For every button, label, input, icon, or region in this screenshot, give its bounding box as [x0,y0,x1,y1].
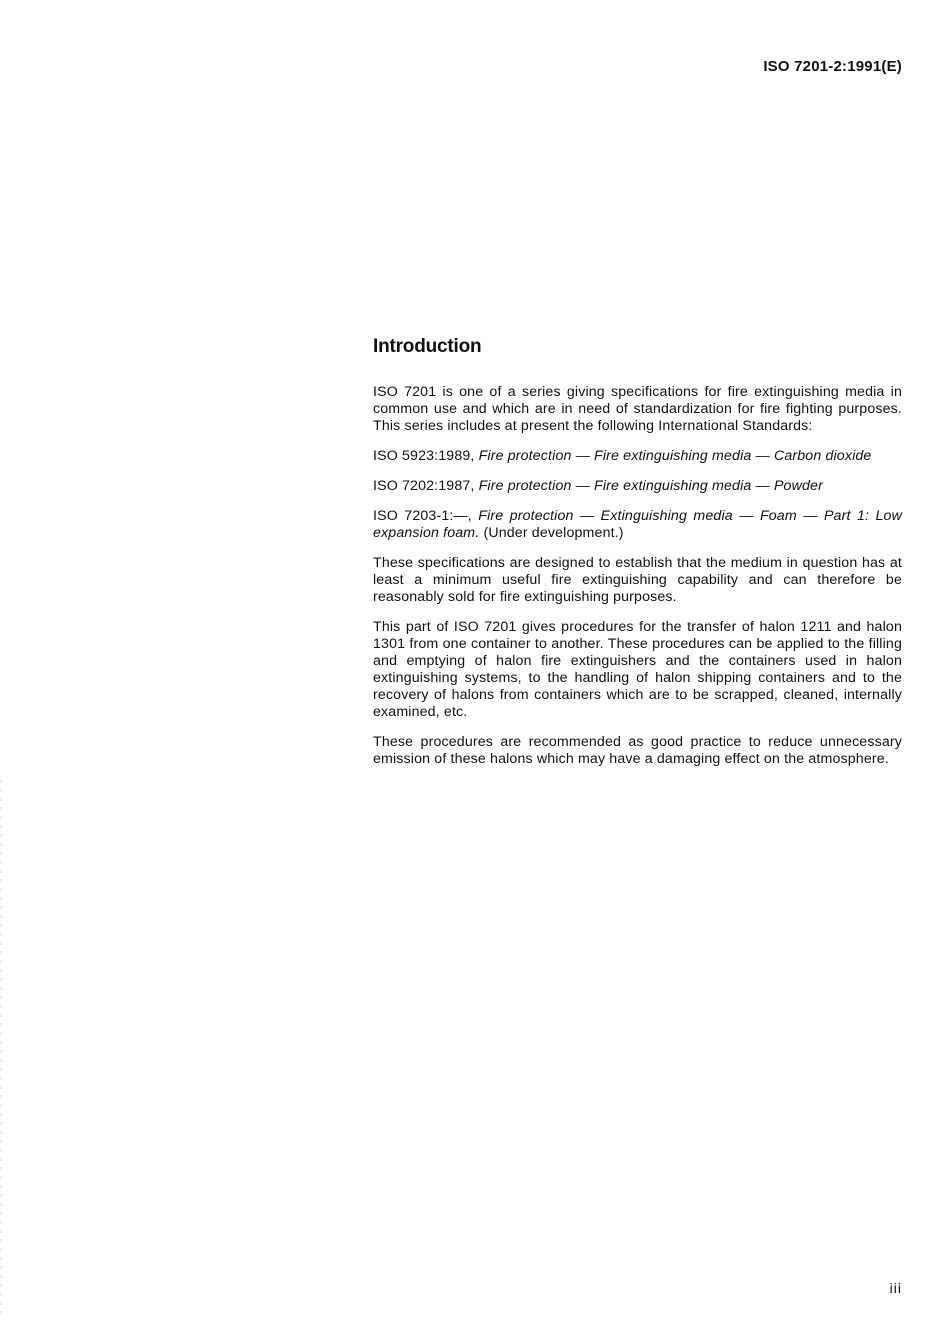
reference-title: Fire protection — Fire extinguishing media — Carbon dioxide [478,448,872,464]
reference-iso-5923 [373,448,902,465]
page-number: iii [889,1280,902,1296]
recommendation-paragraph: These procedures are recommended as good practice to reduce unnecessary emission of these halons which may have a damaging effect on the atmosphere. [373,734,902,767]
procedures-paragraph: This part of ISO 7201 gives procedures for the transfer of halon 1211 and halon 1301 from one container to another. These procedures can be applied to the filling and emptying of halon fire extinguishers and the containers used in halon extinguishing systems, to the handling of halon shipping containers and to the recovery of halons from containers which are to be scrapped, cleaned, internally examined, etc. [373,619,902,720]
introduction-section [373,336,902,781]
reference-number: ISO 7202:1987, [373,478,475,494]
reference-iso-7202 [373,478,902,495]
specifications-paragraph: These specifications are designed to establish that the medium in question has at least a minimum useful fire extinguishing capability and can therefore be reasonably sold for fire extinguishing purposes. [373,555,902,605]
intro-paragraph: ISO 7201 is one of a series giving specifications for fire extinguishing media in common use and which are in need of standardization for fire fighting purposes. This series includes at present the following International Standards: [373,384,902,434]
scan-edge-artifact [0,780,2,1320]
reference-number: ISO 5923:1989, [373,448,475,464]
reference-title: Fire protection — Extinguishing media — Foam — Part 1: Low expansion foam. [373,508,902,541]
section-title: Introduction [373,336,482,357]
reference-title: Fire protection — Fire extinguishing media — Powder [478,478,823,494]
reference-note: (Under development.) [483,525,624,541]
reference-number: ISO 7203-1:—, [373,508,472,524]
reference-iso-7203-1 [373,508,902,542]
document-id: ISO 7201-2:1991(E) [763,58,902,75]
